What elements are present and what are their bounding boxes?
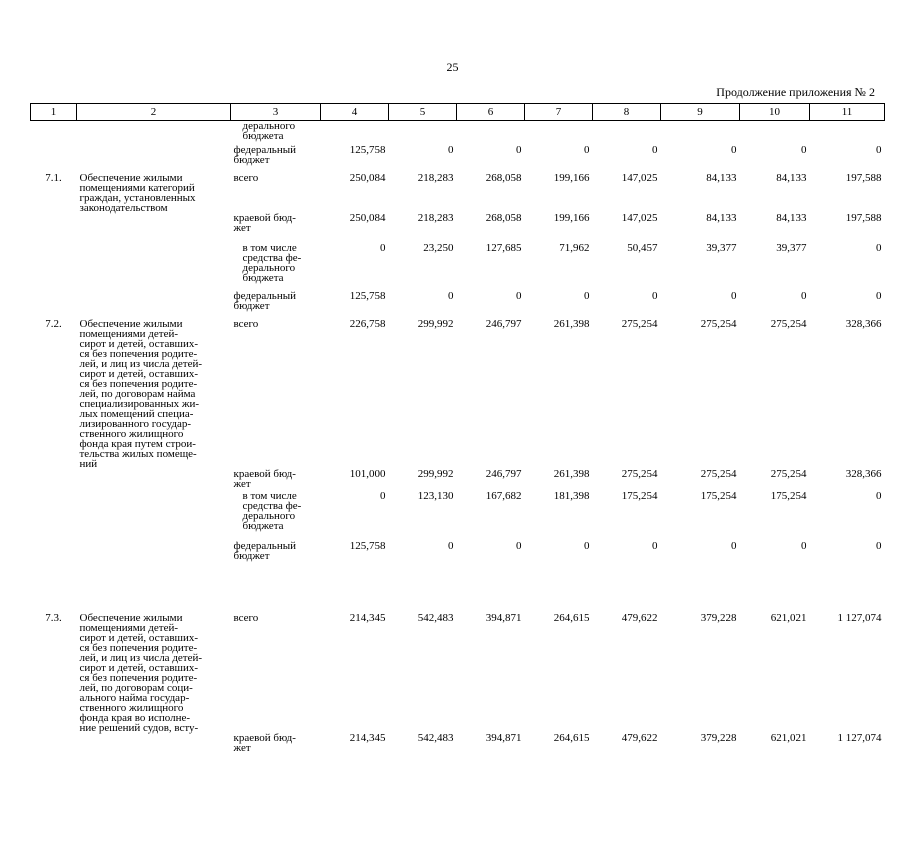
value-cell: 379,228 bbox=[700, 611, 737, 624]
funding-source: всего bbox=[233, 611, 259, 624]
row-number bbox=[31, 733, 77, 843]
funding-source: дерального бюджета bbox=[242, 120, 296, 142]
row-title bbox=[77, 145, 231, 173]
value-cell: 268,058 bbox=[485, 171, 522, 184]
value-cell: 542,483 bbox=[417, 611, 454, 624]
row-title bbox=[77, 541, 231, 613]
value-cell: 0 bbox=[801, 143, 807, 156]
value-cell: 275,254 bbox=[770, 467, 807, 480]
value-cell: 147,025 bbox=[621, 211, 658, 224]
value-cell: 0 bbox=[876, 489, 882, 502]
value-cell: 0 bbox=[731, 289, 737, 302]
table-row bbox=[31, 733, 885, 843]
row-title bbox=[77, 491, 231, 541]
value-cell: 125,758 bbox=[349, 539, 386, 552]
value-cell: 0 bbox=[876, 241, 882, 254]
value-cell: 261,398 bbox=[553, 467, 590, 480]
table-row bbox=[31, 173, 885, 213]
value-cell: 84,133 bbox=[706, 211, 737, 224]
row-number bbox=[31, 121, 77, 145]
column-header: 4 bbox=[321, 104, 389, 121]
row-number bbox=[31, 291, 77, 319]
row-number bbox=[31, 491, 77, 541]
value-cell: 394,871 bbox=[485, 611, 522, 624]
value-cell: 328,366 bbox=[845, 317, 882, 330]
value-cell: 621,021 bbox=[770, 611, 807, 624]
value-cell: 175,254 bbox=[700, 489, 737, 502]
value-cell: 379,228 bbox=[700, 731, 737, 744]
value-cell: 147,025 bbox=[621, 171, 658, 184]
value-cell: 167,682 bbox=[485, 489, 522, 502]
value-cell: 123,130 bbox=[417, 489, 454, 502]
value-cell: 101,000 bbox=[349, 467, 386, 480]
value-cell: 250,084 bbox=[349, 211, 386, 224]
funding-source: краевой бюд- жет bbox=[233, 211, 296, 234]
value-cell: 264,615 bbox=[553, 731, 590, 744]
value-cell bbox=[810, 121, 885, 145]
value-cell: 0 bbox=[652, 539, 658, 552]
funding-source: всего bbox=[233, 317, 259, 330]
value-cell: 0 bbox=[448, 539, 454, 552]
value-cell: 226,758 bbox=[349, 317, 386, 330]
row-number: 7.1. bbox=[45, 171, 62, 184]
value-cell: 1 127,074 bbox=[837, 731, 882, 744]
value-cell: 0 bbox=[516, 289, 522, 302]
table-body bbox=[31, 121, 885, 843]
row-title: Обеспечение жилыми помещениями детей- сирот и детей, оставших- ся без попечения родите- лей, и лиц из числа детей- сирот и детей, оставших- ся без попечения родите- лей, по договорам найма специализированных жи- лых помещений специа- лизированного государ- ственного жилищного фонда края путем строи- тельства жилых помеще- ний bbox=[79, 317, 203, 470]
value-cell: 0 bbox=[731, 539, 737, 552]
value-cell: 125,758 bbox=[349, 143, 386, 156]
value-cell: 0 bbox=[876, 539, 882, 552]
value-cell: 0 bbox=[731, 143, 737, 156]
row-number: 7.3. bbox=[45, 611, 62, 624]
value-cell: 218,283 bbox=[417, 211, 454, 224]
column-header-row bbox=[31, 104, 885, 121]
value-cell: 246,797 bbox=[485, 317, 522, 330]
value-cell: 84,133 bbox=[706, 171, 737, 184]
value-cell: 479,622 bbox=[621, 611, 658, 624]
funding-source: федеральный бюджет bbox=[233, 143, 296, 166]
funding-source: в том числе средства фе- дерального бюджета bbox=[242, 241, 302, 284]
value-cell bbox=[389, 121, 457, 145]
row-number bbox=[31, 541, 77, 613]
value-cell: 328,366 bbox=[845, 467, 882, 480]
value-cell: 0 bbox=[380, 241, 386, 254]
value-cell: 39,377 bbox=[706, 241, 737, 254]
value-cell: 394,871 bbox=[485, 731, 522, 744]
value-cell: 250,084 bbox=[349, 171, 386, 184]
value-cell: 125,758 bbox=[349, 289, 386, 302]
row-number bbox=[31, 145, 77, 173]
value-cell: 0 bbox=[801, 539, 807, 552]
value-cell: 0 bbox=[584, 289, 590, 302]
value-cell: 23,250 bbox=[423, 241, 454, 254]
column-header: 6 bbox=[457, 104, 525, 121]
value-cell bbox=[740, 121, 810, 145]
value-cell: 621,021 bbox=[770, 731, 807, 744]
value-cell: 0 bbox=[652, 143, 658, 156]
value-cell: 84,133 bbox=[776, 171, 807, 184]
table-row bbox=[31, 121, 885, 145]
value-cell: 275,254 bbox=[621, 467, 658, 480]
value-cell: 127,685 bbox=[485, 241, 522, 254]
row-title bbox=[77, 213, 231, 243]
value-cell: 275,254 bbox=[700, 317, 737, 330]
value-cell bbox=[661, 121, 740, 145]
value-cell: 275,254 bbox=[621, 317, 658, 330]
funding-source: федеральный бюджет bbox=[233, 539, 296, 562]
column-header: 1 bbox=[31, 104, 77, 121]
table-row bbox=[31, 613, 885, 733]
value-cell: 1 127,074 bbox=[837, 611, 882, 624]
value-cell: 197,588 bbox=[845, 171, 882, 184]
value-cell: 218,283 bbox=[417, 171, 454, 184]
table-row bbox=[31, 291, 885, 319]
funding-source: в том числе средства фе- дерального бюджета bbox=[242, 489, 302, 532]
value-cell bbox=[593, 121, 661, 145]
value-cell bbox=[457, 121, 525, 145]
value-cell: 197,588 bbox=[845, 211, 882, 224]
row-title: Обеспечение жилыми помещениями детей- сирот и детей, оставших- ся без попечения родите- лей, и лиц из числа детей- сирот и детей, оставших- ся без попечения родите- лей, по договорам соци- ального найма государ- ственного жилищного фонда края во исполне- ние решений судов, всту- bbox=[79, 611, 203, 734]
row-title bbox=[77, 469, 231, 491]
value-cell: 175,254 bbox=[770, 489, 807, 502]
table-row bbox=[31, 491, 885, 541]
page-number: 25 bbox=[446, 60, 459, 74]
value-cell: 0 bbox=[448, 289, 454, 302]
value-cell: 299,992 bbox=[417, 467, 454, 480]
value-cell: 0 bbox=[516, 539, 522, 552]
value-cell: 0 bbox=[652, 289, 658, 302]
funding-source: краевой бюд- жет bbox=[233, 467, 296, 490]
value-cell: 214,345 bbox=[349, 731, 386, 744]
value-cell: 71,962 bbox=[559, 241, 590, 254]
table-row bbox=[31, 145, 885, 173]
value-cell: 39,377 bbox=[776, 241, 807, 254]
table-row bbox=[31, 319, 885, 469]
row-number bbox=[31, 243, 77, 291]
row-title bbox=[77, 733, 231, 843]
value-cell: 299,992 bbox=[417, 317, 454, 330]
value-cell: 0 bbox=[516, 143, 522, 156]
appendix-table bbox=[30, 103, 885, 843]
table-row bbox=[31, 213, 885, 243]
continuation-label: Продолжение приложения № 2 bbox=[716, 85, 875, 99]
value-cell: 199,166 bbox=[553, 171, 590, 184]
value-cell: 268,058 bbox=[485, 211, 522, 224]
column-header: 3 bbox=[231, 104, 321, 121]
value-cell: 0 bbox=[801, 289, 807, 302]
row-number: 7.2. bbox=[45, 317, 62, 330]
value-cell: 0 bbox=[448, 143, 454, 156]
value-cell: 275,254 bbox=[700, 467, 737, 480]
row-number bbox=[31, 469, 77, 491]
funding-source: федеральный бюджет bbox=[233, 289, 296, 312]
value-cell: 50,457 bbox=[627, 241, 658, 254]
table-row bbox=[31, 469, 885, 491]
value-cell: 275,254 bbox=[770, 317, 807, 330]
row-title bbox=[77, 243, 231, 291]
row-title: Обеспечение жилыми помещениями категорий граждан, установленных законодательством bbox=[79, 171, 196, 214]
column-header: 10 bbox=[740, 104, 810, 121]
table-row bbox=[31, 243, 885, 291]
column-header: 8 bbox=[593, 104, 661, 121]
row-title bbox=[77, 121, 231, 145]
value-cell: 181,398 bbox=[553, 489, 590, 502]
value-cell: 84,133 bbox=[776, 211, 807, 224]
row-title bbox=[77, 291, 231, 319]
row-number bbox=[31, 213, 77, 243]
column-header: 9 bbox=[661, 104, 740, 121]
table-row bbox=[31, 541, 885, 613]
value-cell: 214,345 bbox=[349, 611, 386, 624]
column-header: 2 bbox=[77, 104, 231, 121]
column-header: 11 bbox=[810, 104, 885, 121]
column-header: 7 bbox=[525, 104, 593, 121]
value-cell: 0 bbox=[584, 539, 590, 552]
value-cell: 246,797 bbox=[485, 467, 522, 480]
value-cell bbox=[321, 121, 389, 145]
value-cell: 0 bbox=[876, 143, 882, 156]
value-cell: 264,615 bbox=[553, 611, 590, 624]
value-cell bbox=[525, 121, 593, 145]
funding-source: всего bbox=[233, 171, 259, 184]
value-cell: 0 bbox=[584, 143, 590, 156]
value-cell: 199,166 bbox=[553, 211, 590, 224]
column-header: 5 bbox=[389, 104, 457, 121]
value-cell: 261,398 bbox=[553, 317, 590, 330]
funding-source: краевой бюд- жет bbox=[233, 731, 296, 754]
value-cell: 0 bbox=[380, 489, 386, 502]
value-cell: 479,622 bbox=[621, 731, 658, 744]
value-cell: 175,254 bbox=[621, 489, 658, 502]
value-cell: 0 bbox=[876, 289, 882, 302]
value-cell: 542,483 bbox=[417, 731, 454, 744]
